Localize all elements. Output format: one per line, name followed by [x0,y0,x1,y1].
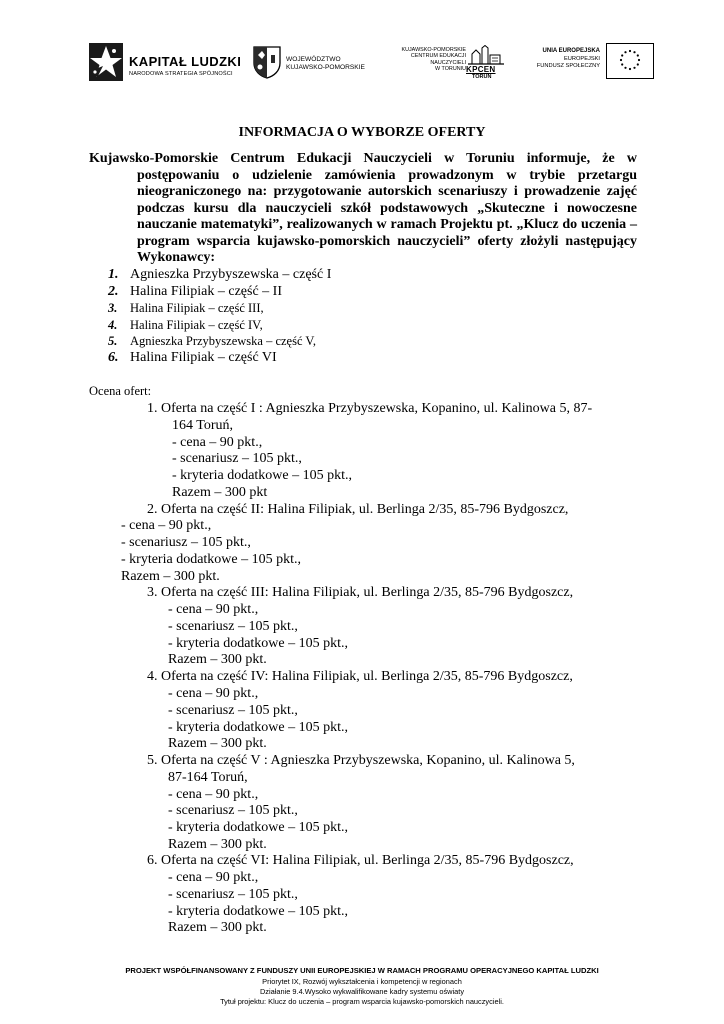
bidder-number: 1. [108,267,119,282]
evaluation-line: - scenariusz – 105 pkt., [168,619,298,634]
ue-line2: EUROPEJSKI [563,55,600,62]
evaluation-line: - kryteria dodatkowe – 105 pkt., [168,720,349,735]
kpcen-text [384,47,466,72]
evaluation-line: - kryteria dodatkowe – 105 pkt., [168,820,349,835]
ue-text [522,48,600,71]
kpcen-line4: W TORUNIU [435,65,466,72]
evaluation-line: Razem – 300 pkt. [168,837,267,852]
bidder-number: 2. [108,283,119,299]
evaluation-line: - scenariusz – 105 pkt., [168,703,298,718]
wojewodztwo-text [286,56,365,72]
evaluation-line: Razem – 300 pkt. [168,736,267,751]
evaluation-line: 6. Oferta na część VI: Halina Filipiak, ul. Berlinga 2/35, 85-796 Bydgoszcz, [147,853,574,868]
evaluation-line: 3. Oferta na część III: Halina Filipiak, ul. Berlinga 2/35, 85-796 Bydgoszcz, [147,585,574,600]
bidder-text: Halina Filipiak – część III, [130,301,264,316]
bidder-item [108,300,331,317]
kpcen-building-icon [466,45,506,65]
eu-flag-icon [606,43,654,79]
bidder-number: 4. [108,317,118,332]
kpcen-line3: NAUCZYCIELI [430,59,466,66]
evaluation-line: - scenariusz – 105 pkt., [121,535,251,550]
evaluation-line: - scenariusz – 105 pkt., [168,887,298,902]
intro-paragraph: Kujawsko-Pomorskie Centrum Edukacji Nauczycieli w Toruniu informuje, że w postępowaniu o udzielenie zamówienia prowadzonym w trybie przetargu nieograniczonego na: przygotowanie autorskich scenariuszy i prowadzenie zajęć podczas kursu dla nauczycieli szkół podstawowych „Skuteczne i nowoczesne nauczanie matematyki”, realizowanych w ramach Projektu pt. „Klucz do uczenia – program wsparcia kujawsko-pomorskich nauczycieli” oferty złożyli następujący Wykonawcy: [89,151,637,265]
bidder-item [108,333,331,350]
evaluation-line: - kryteria dodatkowe – 105 pkt., [172,468,353,483]
evaluation-line: - kryteria dodatkowe – 105 pkt., [168,636,349,651]
bidder-number: 6. [108,349,119,365]
bidder-text: Halina Filipiak – część – II [130,283,283,299]
evaluation-line: 4. Oferta na część IV: Halina Filipiak, ul. Berlinga 2/35, 85-796 Bydgoszcz, [147,669,573,684]
kpcen-brand: KPCEN [466,65,496,74]
evaluation-line: - cena – 90 pkt., [172,435,263,450]
evaluation-line: - cena – 90 pkt., [168,686,259,701]
bidder-text: Agnieszka Przybyszewska – część V, [130,334,316,349]
ue-line3: FUNDUSZ SPOŁECZNY [536,63,600,70]
bidder-item [108,350,331,367]
bidder-text: Halina Filipiak – część VI [130,349,277,365]
document-title: INFORMACJA O WYBORZE OFERTY [238,125,486,140]
evaluation-line: Razem – 300 pkt. [168,652,267,667]
kapital-ludzki-logo-icon [87,42,125,82]
evaluation-line: Razem – 300 pkt. [168,920,267,935]
evaluation-line: 5. Oferta na część V : Agnieszka Przybyszewska, Kopanino, ul. Kalinowa 5, [147,753,575,768]
bidder-text: Agnieszka Przybyszewska – część I [130,267,332,282]
footer-line1: PROJEKT WSPÓŁFINANSOWANY Z FUNDUSZY UNII EUROPEJSKIEJ W RAMACH PROGRAMU OPERACYJNEGO KAPITAŁ LUDZKI [125,966,599,975]
evaluation-line: - scenariusz – 105 pkt., [172,451,302,466]
bidder-item [108,317,331,334]
wojewodztwo-line2: KUJAWSKO-POMORSKIE [286,64,365,71]
bidders-list [108,267,331,367]
kapital-ludzki-title: KAPITAŁ LUDZKI [129,54,242,69]
footer-line2: Priorytet IX, Rozwój wykształcenia i kompetencji w regionach [262,977,462,986]
evaluation-line: - kryteria dodatkowe – 105 pkt., [121,552,302,567]
footer-line3: Działanie 9.4.Wysoko wykwalifikowane kadry systemu oświaty [259,987,465,996]
evaluation-line: 1. Oferta na część I : Agnieszka Przybyszewska, Kopanino, ul. Kalinowa 5, 87- [147,401,593,416]
evaluation-line: - cena – 90 pkt., [121,518,212,533]
evaluation-line: - cena – 90 pkt., [168,602,259,617]
evaluation-line: - cena – 90 pkt., [168,870,259,885]
bidder-number: 5. [108,334,118,349]
kpcen-line1: KUJAWSKO-POMORSKIE [401,47,466,53]
ue-line1: UNIA EUROPEJSKA [542,48,600,54]
wojewodztwo-crest-icon [252,45,282,79]
bidder-number: 3. [108,301,118,316]
evaluation-line: - scenariusz – 105 pkt., [168,803,298,818]
kpcen-line2: CENTRUM EDUKACJI [410,53,466,60]
bidder-item [108,267,331,284]
bidder-item [108,284,331,301]
evaluation-line: 164 Toruń, [172,418,233,433]
bidder-text: Halina Filipiak – część IV, [130,317,263,332]
evaluation-line: Razem – 300 pkt [172,485,268,500]
footer-line4: Tytuł projektu: Klucz do uczenia – program wsparcia kujawsko-pomorskich nauczycieli. [220,997,504,1006]
kpcen-city: TORUŃ [472,74,492,80]
evaluation-line: - kryteria dodatkowe – 105 pkt., [168,904,349,919]
ocena-label: Ocena ofert: [89,384,152,398]
wojewodztwo-line1: WOJEWÓDZTWO [286,56,341,63]
kapital-ludzki-subtitle: NARODOWA STRATEGIA SPÓJNOŚCI [129,71,233,77]
evaluation-line: - cena – 90 pkt., [168,787,259,802]
evaluation-line: 2. Oferta na część II: Halina Filipiak, ul. Berlinga 2/35, 85-796 Bydgoszcz, [147,502,569,517]
evaluation-line: Razem – 300 pkt. [121,569,220,584]
evaluation-line: 87-164 Toruń, [168,770,248,785]
